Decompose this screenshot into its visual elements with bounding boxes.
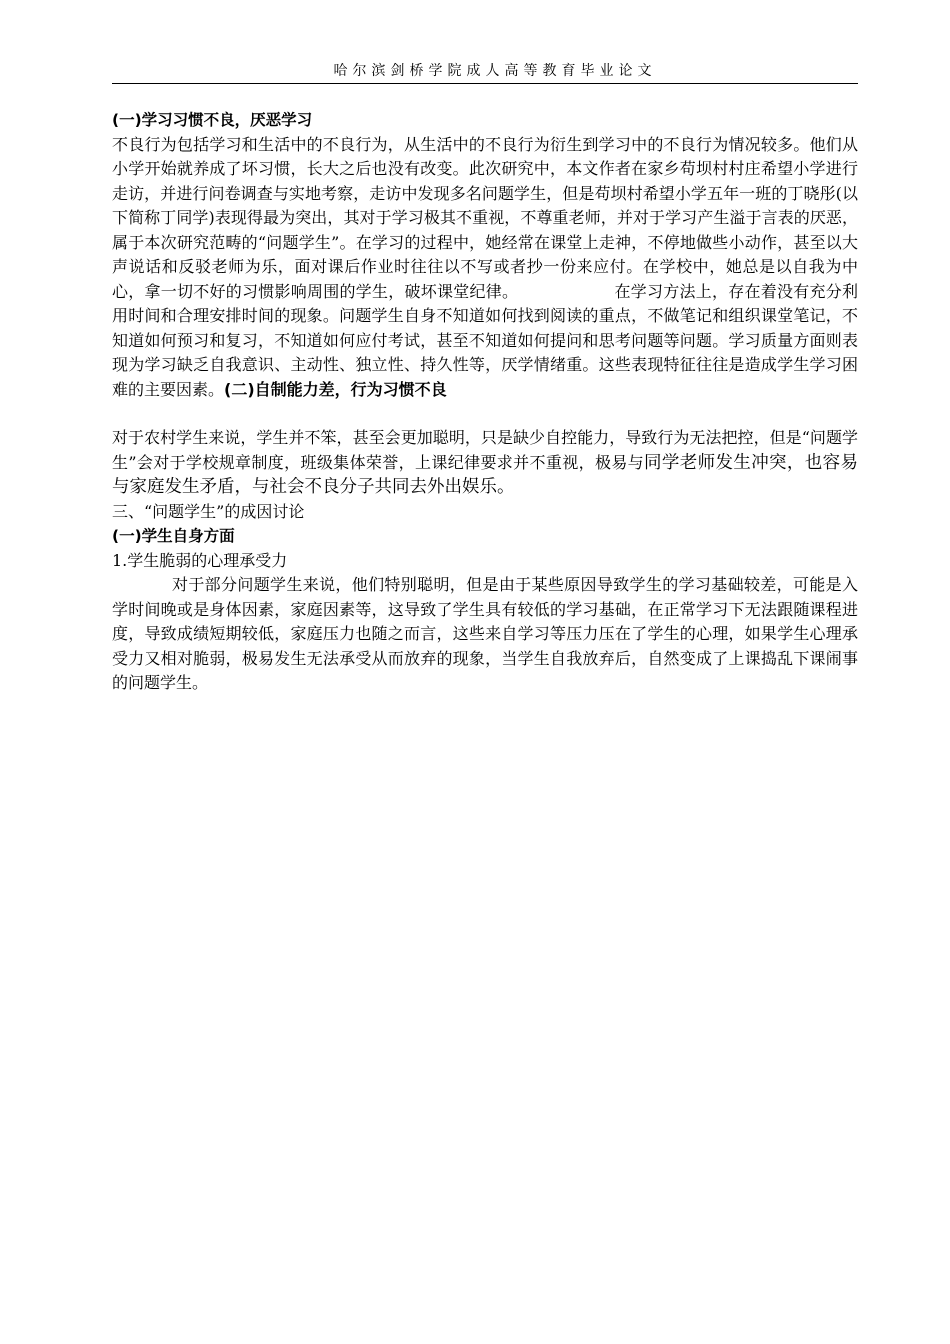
document-body: [112, 108, 858, 696]
paragraph-rural-students: [112, 426, 858, 500]
paragraph-gap: [112, 402, 858, 426]
subsection-heading: (一)学生自身方面: [112, 527, 235, 545]
paragraph-rural-students-text: 对于农村学生来说，学生并不笨，甚至会更加聪明，只是缺少自控能力，导致行为无法把控，但是“问题学生”会对于学校规章制度，班级集体荣誉，上课纪律要求并不重视，极易与: [112, 428, 858, 472]
paragraph-bad-habits: [112, 133, 858, 403]
paragraph-study-methods-text: 在学习方法上，存在着没有充分利用时间和合理安排时间的现象。问题学生自身不知道如何找到阅读的重点，不做笔记和组织课堂笔记，不知道如何预习和复习，不知道如何应付考试，甚至不知道如何提问和思考问题等问题。学习质量方面则表现为学习缺乏自我意识、主动性、独立性、持久性等，厌学情绪重。这些表现特征往往是造成学生学习困难的主要因素。: [112, 281, 858, 399]
paragraph-bad-habits-text: 不良行为包括学习和生活中的不良行为，从生活中的不良行为衍生到学习中的不良行为情况较多。他们从小学开始就养成了坏习惯，长大之后也没有改变。此次研究中，本文作者在家乡苟坝村村庄希望小学进行走访，并进行问卷调查与实地考察，走访中发现多名问题学生，但是苟坝村希望小学五年一班的丁晓彤(以下简称丁同学)表现得最为突出，其对于学习极其不重视，不尊重老师，并对于学习产生溢于言表的厌恶，属于本次研究范畴的“问题学生”。在学习的过程中，她经常在课堂上走神，不停地做些小动作，甚至以大声说话和反驳老师为乐，面对课后作业时往往以不写或者抄一份来应付。在学校中，她总是以自我为中心，拿一切不好的习惯影响周围的学生，破坏课堂纪律。: [112, 134, 858, 301]
document-page: [112, 60, 858, 696]
header-rule: [112, 83, 858, 84]
section-heading-1: (一)学习习惯不良，厌恶学习: [112, 111, 313, 129]
section-heading-3: 三、“问题学生”的成因讨论: [112, 501, 305, 521]
inline-heading-self-control: (二)自制能力差，行为习惯不良: [224, 379, 447, 399]
paragraph-psychology: 对于部分问题学生来说，他们特别聪明，但是由于某些原因导致学生的学习基础较差，可能是入学时间晚或是身体因素，家庭因素等，这导致了学生具有较低的学习基础，在正常学习下无法跟随课程进度，导致成绩短期较低，家庭压力也随之而言，这些来自学习等压力压在了学生的心理，如果学生心理承受力又相对脆弱，极易发生无法承受从而放弃的现象，当学生自我放弃后，自然变成了上课捣乱下课闹事的问题学生。: [112, 575, 858, 692]
item-title: 1.学生脆弱的心理承受力: [112, 550, 288, 570]
running-header: 哈尔滨剑桥学院成人高等教育毕业论文: [333, 63, 657, 79]
paragraph-rural-students-large: 同学老师发生冲突，也容易与家庭发生矛盾，与社会不良分子共同去外出娱乐。: [112, 452, 858, 497]
